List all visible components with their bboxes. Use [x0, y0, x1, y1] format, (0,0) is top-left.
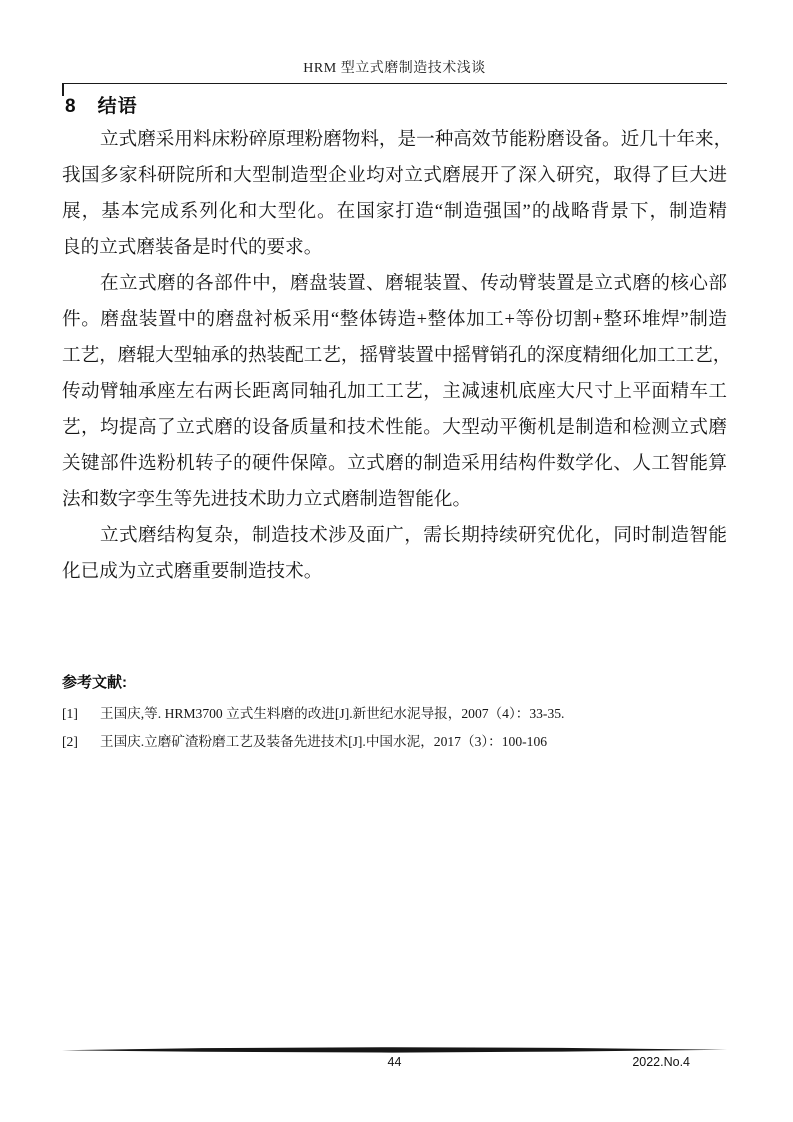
reference-item [62, 700, 727, 728]
body-line: 传动臂轴承座左右两长距离同轴孔加工工艺，主减速机底座大尺寸上平面精车工 [62, 381, 727, 402]
references-label: 参考文献: [62, 674, 127, 691]
references-section [62, 671, 727, 756]
body-line: 法和数字孪生等先进技术助力立式磨制造智能化。 [62, 489, 472, 510]
issue-label: 2022.No.4 [632, 1055, 690, 1069]
body-line: 展，基本完成系列化和大型化。在国家打造“制造强国”的战略背景下，制造精 [62, 201, 727, 222]
body-line: 立式磨结构复杂，制造技术涉及面广，需长期持续研究优化，同时制造智能 [100, 525, 727, 546]
body-line: 立式磨采用料床粉碎原理粉磨物料，是一种高效节能粉磨设备。近几十年来， [100, 129, 733, 150]
body-line: 工艺，磨辊大型轴承的热装配工艺，摇臂装置中摇臂销孔的深度精细化加工工艺， [62, 345, 732, 366]
body-text [62, 122, 733, 590]
page-footer [62, 1047, 727, 1087]
reference-marker: [1] [62, 706, 78, 721]
section-title: 结语 [97, 96, 138, 117]
body-line: 化已成为立式磨重要制造技术。 [62, 561, 323, 582]
section-number: 8 [65, 96, 77, 117]
body-line: 关键部件选粉机转子的硬件保障。立式磨的制造采用结构件数学化、人工智能算 [62, 453, 727, 474]
references-list [62, 700, 727, 756]
header-rule [62, 83, 727, 84]
body-line: 良的立式磨装备是时代的要求。 [62, 237, 323, 258]
reference-item [62, 728, 727, 756]
reference-text: 王国庆,等. HRM3700 立式生料磨的改进[J].新世纪水泥导报，2007（4）：33-35. [100, 706, 565, 721]
body-line: 件。磨盘装置中的磨盘衬板采用“整体铸造+整体加工+等份切割+整环堆焊”制造 [62, 309, 727, 330]
page-number: 44 [387, 1055, 402, 1069]
running-head: HRM 型立式磨制造技术浅谈 [303, 61, 486, 76]
footer-rule [62, 1047, 727, 1053]
reference-text: 王国庆.立磨矿渣粉磨工艺及装备先进技术[J].中国水泥，2017（3）：100-106 [100, 734, 548, 749]
reference-marker: [2] [62, 734, 78, 749]
body-line: 艺，均提高了立式磨的设备质量和技术性能。大型动平衡机是制造和检测立式磨 [62, 417, 727, 438]
body-line: 我国多家科研院所和大型制造型企业均对立式磨展开了深入研究，取得了巨大进 [62, 165, 727, 186]
body-line: 在立式磨的各部件中，磨盘装置、磨辊装置、传动臂装置是立式磨的核心部 [100, 273, 727, 294]
header-rule-left-tick [62, 84, 64, 96]
section-heading [65, 91, 138, 118]
footer-row [62, 1055, 727, 1075]
